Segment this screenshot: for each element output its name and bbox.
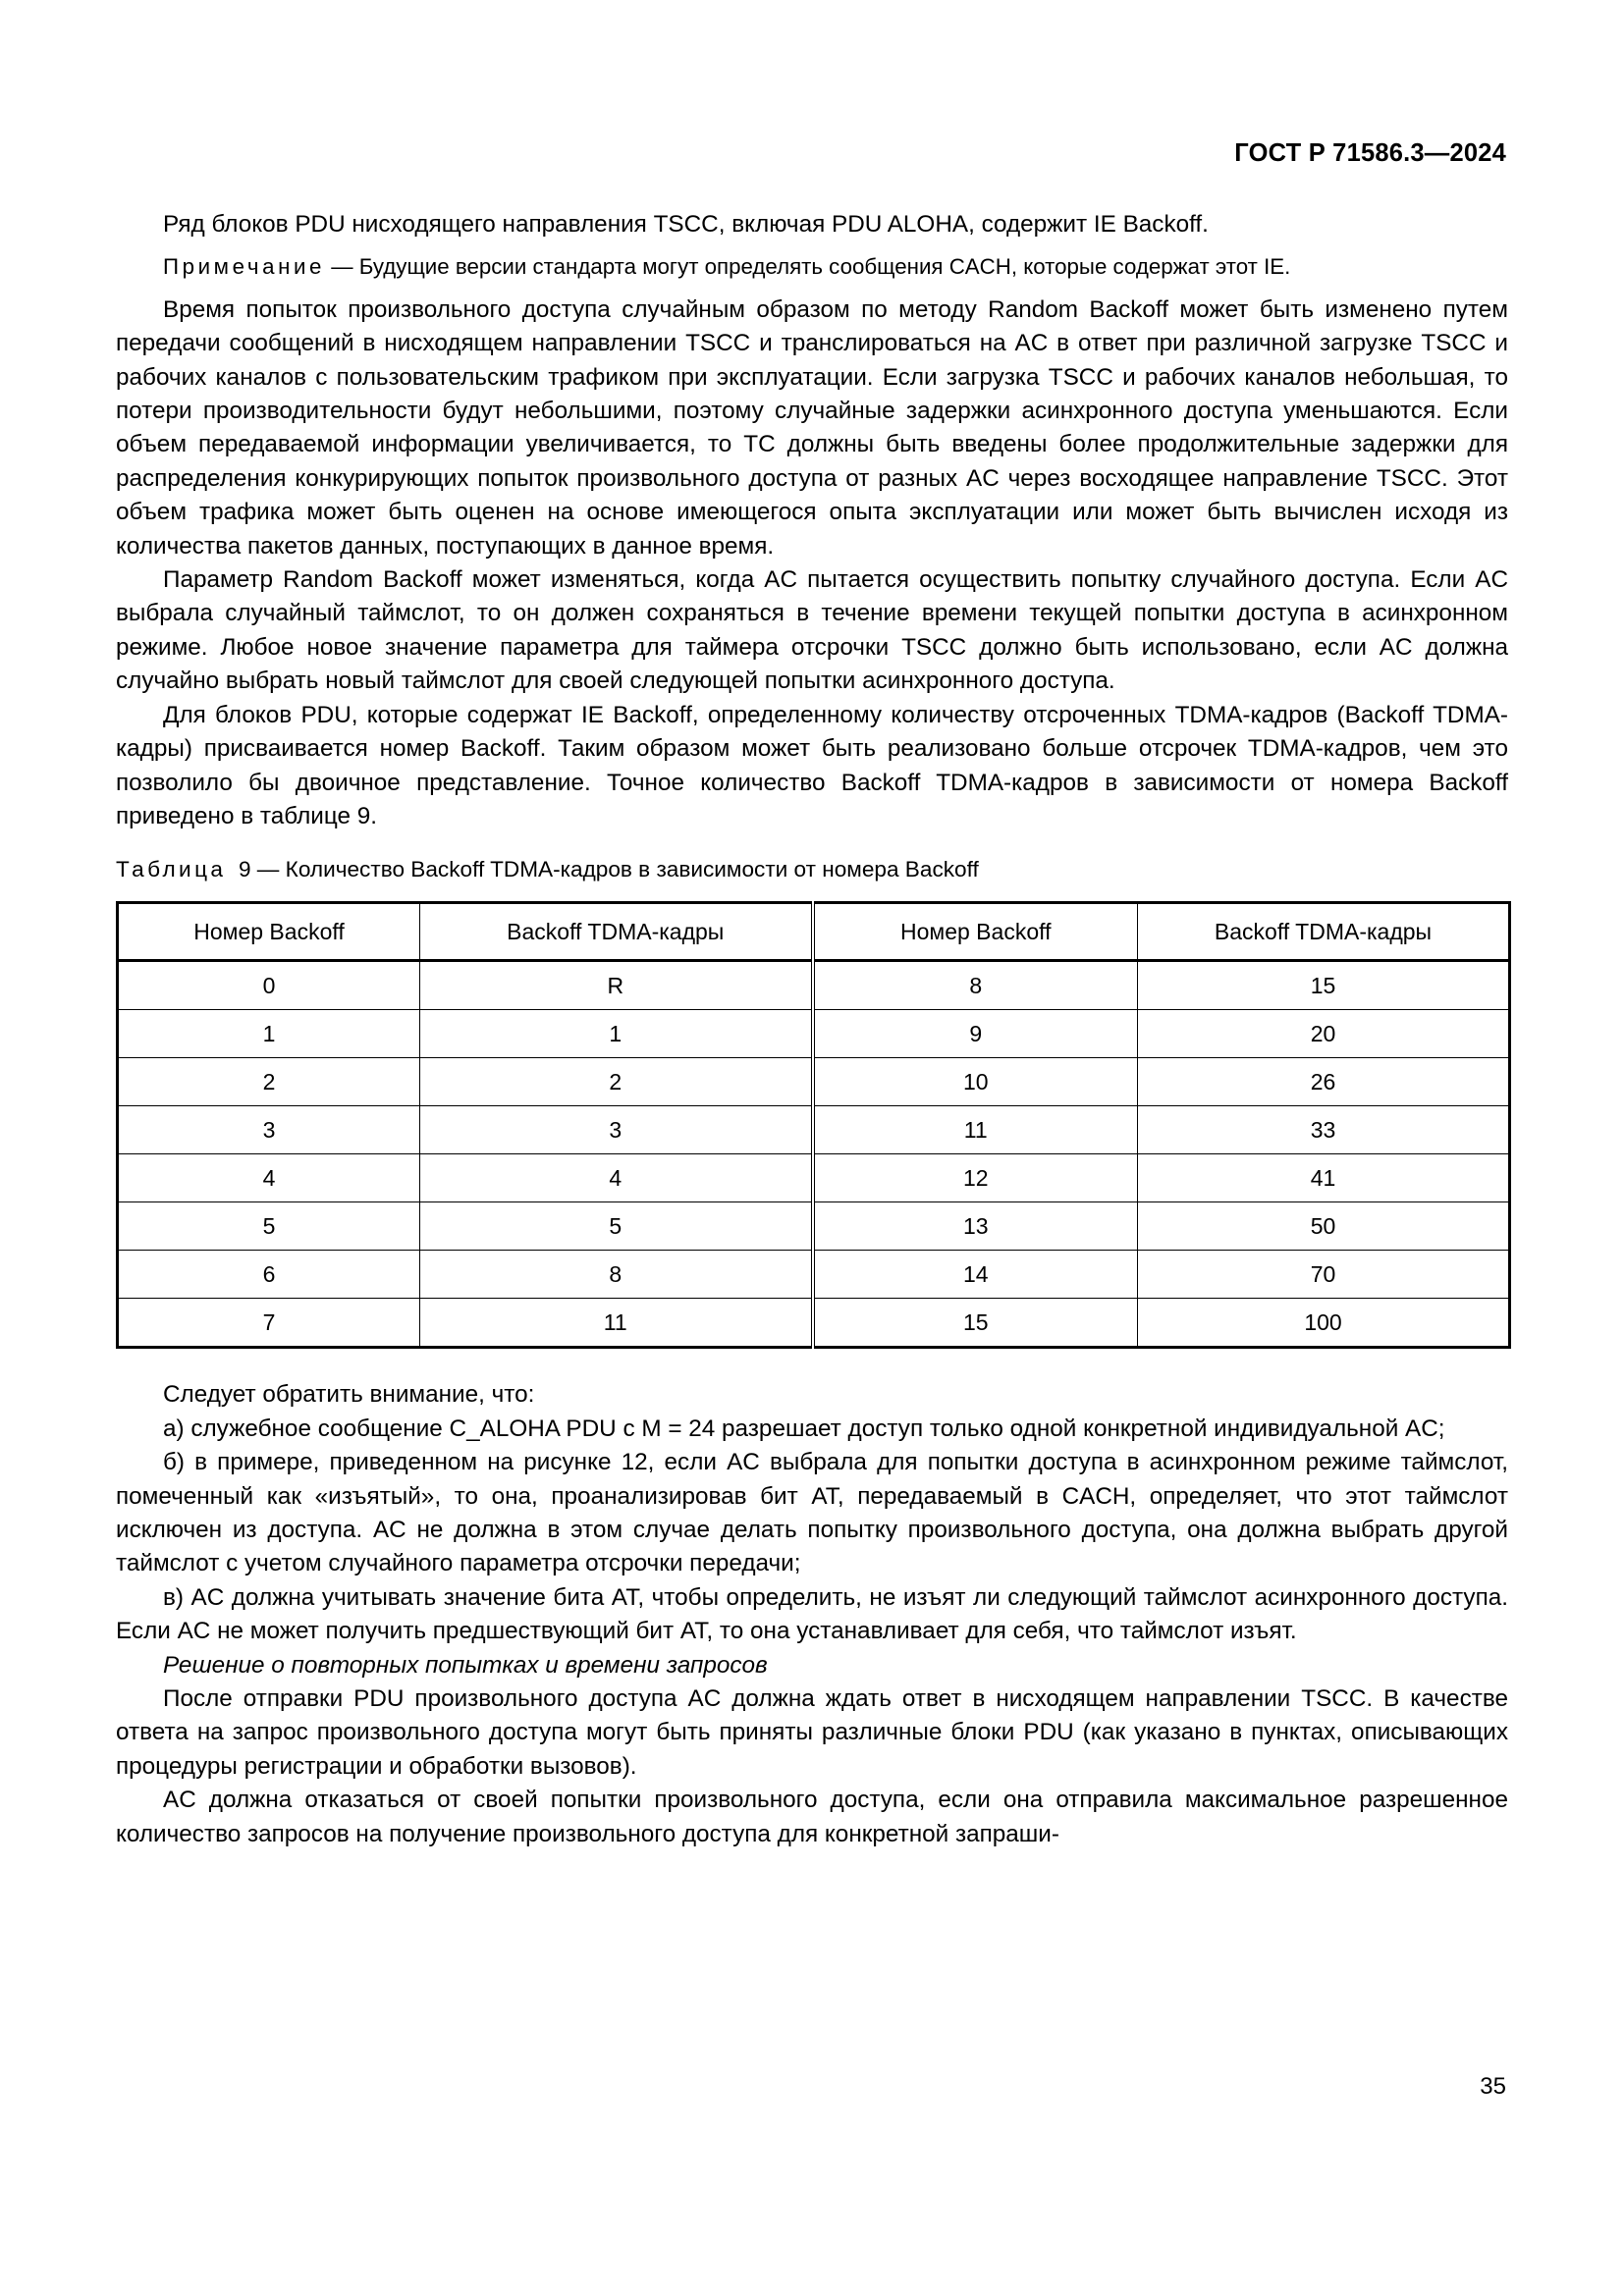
page-content <box>116 208 1508 1851</box>
cell-backoff-number-left: 5 <box>118 1202 420 1251</box>
cell-backoff-frames-right: 50 <box>1138 1202 1510 1251</box>
note-label: Примечание <box>163 254 326 280</box>
cell-backoff-frames-right: 100 <box>1138 1299 1510 1348</box>
paragraph-attention-intro: Следует обратить внимание, что: <box>163 1381 535 1409</box>
note-text: Будущие версии стандарта могут определять сообщения CACH, которые содержат этот IE. <box>358 254 1291 280</box>
column-header-backoff-frames-left: Backoff TDMA-кадры <box>420 903 813 961</box>
paragraph-response-wait: После отправки PDU произвольного доступа AC должна ждать ответ в нисходящем направлении TSCC. В качестве ответа на запрос произвольного доступа могут быть приняты различные блоки PDU (как указано в пунктах, описывающих процедуры регистрации и обработки вызовов). <box>116 1684 1508 1780</box>
table-row <box>118 1299 1510 1348</box>
paragraph-random-backoff-timing: Время попыток произвольного доступа случайным образом по методу Random Backoff может быть изменено путем передачи сообщений в нисходящем направлении TSCC и транслироваться на AC в ответ при различной загрузке TSCC и рабочих каналов с пользовательским трафиком при эксплуатации. Если загрузка TSCC и рабочих каналов небольшая, то потери производительности будут небольшими, поэтому случайные задержки асинхронного доступа уменьшаются. Если объем передаваемой информации увеличивается, то ТС должны быть введены более продолжительные задержки для распределения конкурирующих попыток произвольного доступа от разных AC через восходящее направление TSCC. Этот объем трафика может быть оценен на основе имеющегося опыта эксплуатации или может быть вычислен исходя из количества пакетов данных, поступающих в данное время. <box>116 295 1508 560</box>
note-block <box>116 250 1508 284</box>
cell-backoff-frames-left: 5 <box>420 1202 813 1251</box>
list-item-b: б) в примере, приведенном на рисунке 12, если AC выбрала для попытки доступа в асинхронном режиме таймслот, помеченный как «изъятый», то она, проанализировав бит AT, передаваемый в CACH, определяет, что этот таймслот исключен из доступа. AC не должна в этом случае делать попытку произвольного доступа, она должна выбрать другой таймслот с учетом случайного параметра отсрочки передачи; <box>116 1449 1508 1577</box>
cell-backoff-number-right: 9 <box>813 1010 1138 1058</box>
cell-backoff-frames-left: 4 <box>420 1154 813 1202</box>
table-header-row <box>118 903 1510 961</box>
table-row <box>118 1010 1510 1058</box>
cell-backoff-frames-right: 33 <box>1138 1106 1510 1154</box>
paragraph-max-requests: AC должна отказаться от своей попытки произвольного доступа, если она отправила максимальное разрешенное количество запросов на получение произвольного доступа для конкретной запраши- <box>116 1787 1508 1847</box>
cell-backoff-number-left: 3 <box>118 1106 420 1154</box>
table-caption <box>116 855 1508 884</box>
cell-backoff-number-left: 4 <box>118 1154 420 1202</box>
note-dash: — <box>325 254 359 280</box>
table-row <box>118 1058 1510 1106</box>
column-header-backoff-number-left: Номер Backoff <box>118 903 420 961</box>
table-head <box>118 903 1510 961</box>
cell-backoff-frames-left: 1 <box>420 1010 813 1058</box>
subheading-retry-decision: Решение о повторных попытках и времени запросов <box>163 1651 768 1679</box>
cell-backoff-frames-right: 20 <box>1138 1010 1510 1058</box>
cell-backoff-frames-left: 3 <box>420 1106 813 1154</box>
cell-backoff-number-right: 15 <box>813 1299 1138 1348</box>
cell-backoff-frames-right: 41 <box>1138 1154 1510 1202</box>
cell-backoff-frames-left: R <box>420 961 813 1010</box>
cell-backoff-number-right: 11 <box>813 1106 1138 1154</box>
cell-backoff-frames-right: 15 <box>1138 961 1510 1010</box>
table-backoff-wrapper <box>116 901 1508 1349</box>
page-number: 35 <box>1480 2073 1506 2100</box>
list-item-a: а) служебное сообщение C_ALOHA PDU с M = 24 разрешает доступ только одной конкретной индивидуальной AC; <box>163 1415 1445 1442</box>
cell-backoff-frames-left: 11 <box>420 1299 813 1348</box>
cell-backoff-number-right: 14 <box>813 1251 1138 1299</box>
table-row <box>118 1251 1510 1299</box>
cell-backoff-number-left: 0 <box>118 961 420 1010</box>
cell-backoff-frames-right: 26 <box>1138 1058 1510 1106</box>
cell-backoff-frames-left: 2 <box>420 1058 813 1106</box>
column-header-backoff-number-right: Номер Backoff <box>813 903 1138 961</box>
table-row <box>118 1154 1510 1202</box>
cell-backoff-number-right: 12 <box>813 1154 1138 1202</box>
table-row <box>118 1106 1510 1154</box>
cell-backoff-frames-right: 70 <box>1138 1251 1510 1299</box>
cell-backoff-number-left: 6 <box>118 1251 420 1299</box>
cell-backoff-frames-left: 8 <box>420 1251 813 1299</box>
cell-backoff-number-right: 10 <box>813 1058 1138 1106</box>
table-row <box>118 1202 1510 1251</box>
table-backoff-tdma-frames <box>116 901 1511 1349</box>
cell-backoff-number-right: 13 <box>813 1202 1138 1251</box>
list-item-v: в) AC должна учитывать значение бита AT, чтобы определить, не изъят ли следующий таймслот асинхронного доступа. Если AC не может получить предшествующий бит AT, то она устанавливает для себя, что таймслот изъят. <box>116 1583 1508 1645</box>
table-caption-number: 9 <box>238 857 251 882</box>
table-body <box>118 961 1510 1348</box>
paragraph-pdu-backoff-frames: Для блоков PDU, которые содержат IE Backoff, определенному количеству отсроченных TDMA-кадров (Backoff TDMA-кадры) присваивается номер Backoff. Таким образом может быть реализовано больше отсрочек TDMA-кадров, чем это позволило бы двоичное представление. Точное количество Backoff TDMA-кадров в зависимости от номера Backoff приведено в таблице 9. <box>116 701 1508 829</box>
paragraph-intro: Ряд блоков PDU нисходящего направления TSCC, включая PDU ALOHA, содержит IE Backoff. <box>163 211 1209 238</box>
column-header-backoff-frames-right: Backoff TDMA-кадры <box>1138 903 1510 961</box>
cell-backoff-number-right: 8 <box>813 961 1138 1010</box>
table-caption-text: — Количество Backoff TDMA-кадров в зависимости от номера Backoff <box>250 857 979 882</box>
cell-backoff-number-left: 2 <box>118 1058 420 1106</box>
table-caption-label: Таблица <box>116 857 227 882</box>
cell-backoff-number-left: 1 <box>118 1010 420 1058</box>
cell-backoff-number-left: 7 <box>118 1299 420 1348</box>
paragraph-random-backoff-parameter: Параметр Random Backoff может изменяться, когда AC пытается осуществить попытку случайного доступа. Если AC выбрала случайный таймслот, то он должен сохраняться в течение времени текущей попытки доступа в асинхронном режиме. Любое новое значение параметра для таймера отсрочки TSCC должно быть использовано, если AC должна случайно выбрать новый таймслот для своей следующей попытки асинхронного доступа. <box>116 566 1508 695</box>
running-head-standard-ref: ГОСТ Р 71586.3—2024 <box>1234 139 1506 167</box>
table-row <box>118 961 1510 1010</box>
